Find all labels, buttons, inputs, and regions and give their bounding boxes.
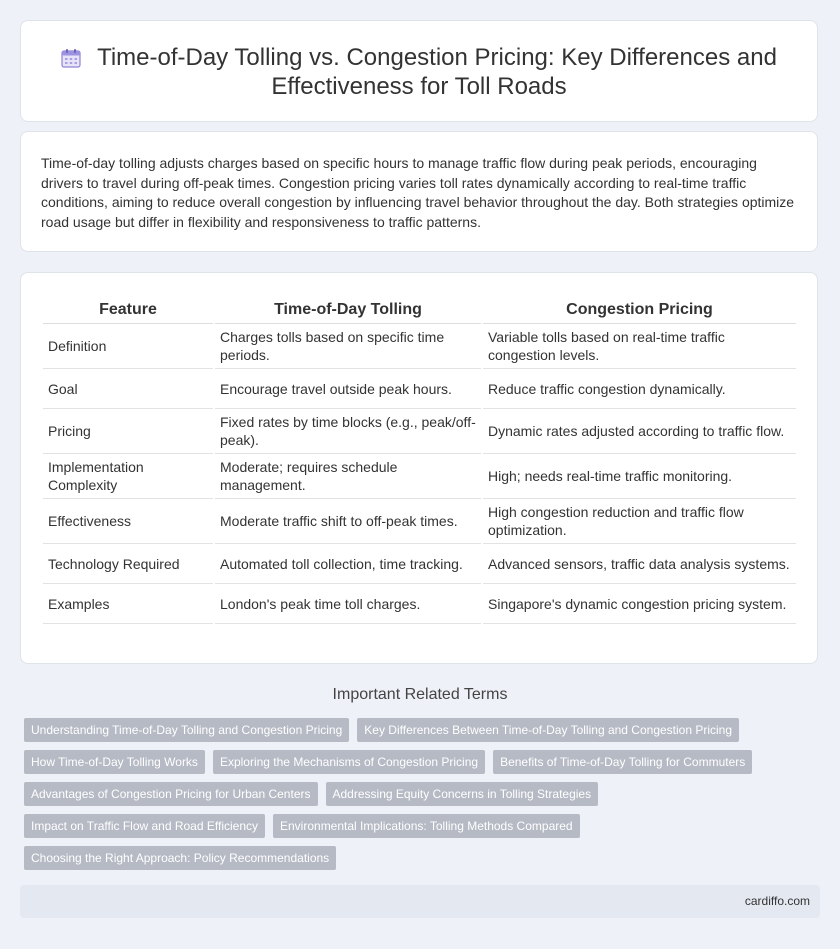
table-cell: Encourage travel outside peak hours.	[215, 369, 481, 409]
related-term-tag[interactable]: Addressing Equity Concerns in Tolling Strategies	[326, 782, 599, 806]
related-terms-heading: Important Related Terms	[332, 686, 508, 703]
table-row	[43, 499, 796, 544]
footer	[20, 885, 820, 918]
related-term-tag[interactable]: Impact on Traffic Flow and Road Efficiency	[24, 814, 265, 838]
table-row	[43, 584, 796, 624]
table-row	[43, 369, 796, 409]
title-card	[20, 20, 818, 122]
table-cell: Charges tolls based on specific time periods.	[215, 324, 481, 369]
table-cell: Reduce traffic congestion dynamically.	[483, 369, 796, 409]
related-term-tag[interactable]: Environmental Implications: Tolling Methods Compared	[273, 814, 580, 838]
table-cell: Technology Required	[43, 544, 213, 584]
table-row	[43, 324, 796, 369]
table-row	[43, 409, 796, 454]
table-cell: Moderate traffic shift to off-peak times.	[215, 499, 481, 544]
table-cell: Fixed rates by time blocks (e.g., peak/off-peak).	[215, 409, 481, 454]
table-cell: Advanced sensors, traffic data analysis systems.	[483, 544, 796, 584]
related-term-tag[interactable]: Advantages of Congestion Pricing for Urban Centers	[24, 782, 318, 806]
comparison-card	[20, 272, 818, 664]
table-header-row	[43, 293, 796, 324]
related-terms-list	[24, 718, 784, 878]
column-header: Time-of-Day Tolling	[215, 293, 481, 324]
column-header: Congestion Pricing	[483, 293, 796, 324]
comparison-table	[41, 293, 798, 624]
table-cell: London's peak time toll charges.	[215, 584, 481, 624]
table-cell: Singapore's dynamic congestion pricing system.	[483, 584, 796, 624]
table-row	[43, 544, 796, 584]
column-header: Feature	[43, 293, 213, 324]
table-cell: Implementation Complexity	[43, 454, 213, 499]
table-row	[43, 454, 796, 499]
related-term-tag[interactable]: Choosing the Right Approach: Policy Recommendations	[24, 846, 336, 870]
table-cell: Moderate; requires schedule management.	[215, 454, 481, 499]
related-term-tag[interactable]: Understanding Time-of-Day Tolling and Congestion Pricing	[24, 718, 349, 742]
intro-card	[20, 131, 818, 252]
related-term-tag[interactable]: How Time-of-Day Tolling Works	[24, 750, 205, 774]
page-title: Time-of-Day Tolling vs. Congestion Pricing: Key Differences and Effectiveness for Toll Roads	[97, 44, 777, 100]
calendar-icon	[61, 46, 81, 66]
table-cell: Dynamic rates adjusted according to traffic flow.	[483, 409, 796, 454]
table-cell: Examples	[43, 584, 213, 624]
table-cell: Automated toll collection, time tracking.	[215, 544, 481, 584]
table-cell: Goal	[43, 369, 213, 409]
table-cell: Variable tolls based on real-time traffic congestion levels.	[483, 324, 796, 369]
table-cell: Effectiveness	[43, 499, 213, 544]
table-cell: High congestion reduction and traffic flow optimization.	[483, 499, 796, 544]
table-cell: High; needs real-time traffic monitoring.	[483, 454, 796, 499]
related-term-tag[interactable]: Exploring the Mechanisms of Congestion Pricing	[213, 750, 485, 774]
table-cell: Pricing	[43, 409, 213, 454]
related-term-tag[interactable]: Key Differences Between Time-of-Day Tolling and Congestion Pricing	[357, 718, 739, 742]
table-cell: Definition	[43, 324, 213, 369]
intro-paragraph: Time-of-day tolling adjusts charges based on specific hours to manage traffic flow during peak periods, encouraging drivers to travel during off-peak times. Congestion pricing varies toll rates dynamically according to real-time traffic conditions, aiming to reduce overall congestion by influencing travel behavior throughout the day. Both strategies optimize road usage but differ in flexibility and responsiveness to traffic patterns.	[41, 155, 795, 230]
related-term-tag[interactable]: Benefits of Time-of-Day Tolling for Commuters	[493, 750, 752, 774]
footer-site-link[interactable]: cardiffo.com	[744, 894, 810, 908]
